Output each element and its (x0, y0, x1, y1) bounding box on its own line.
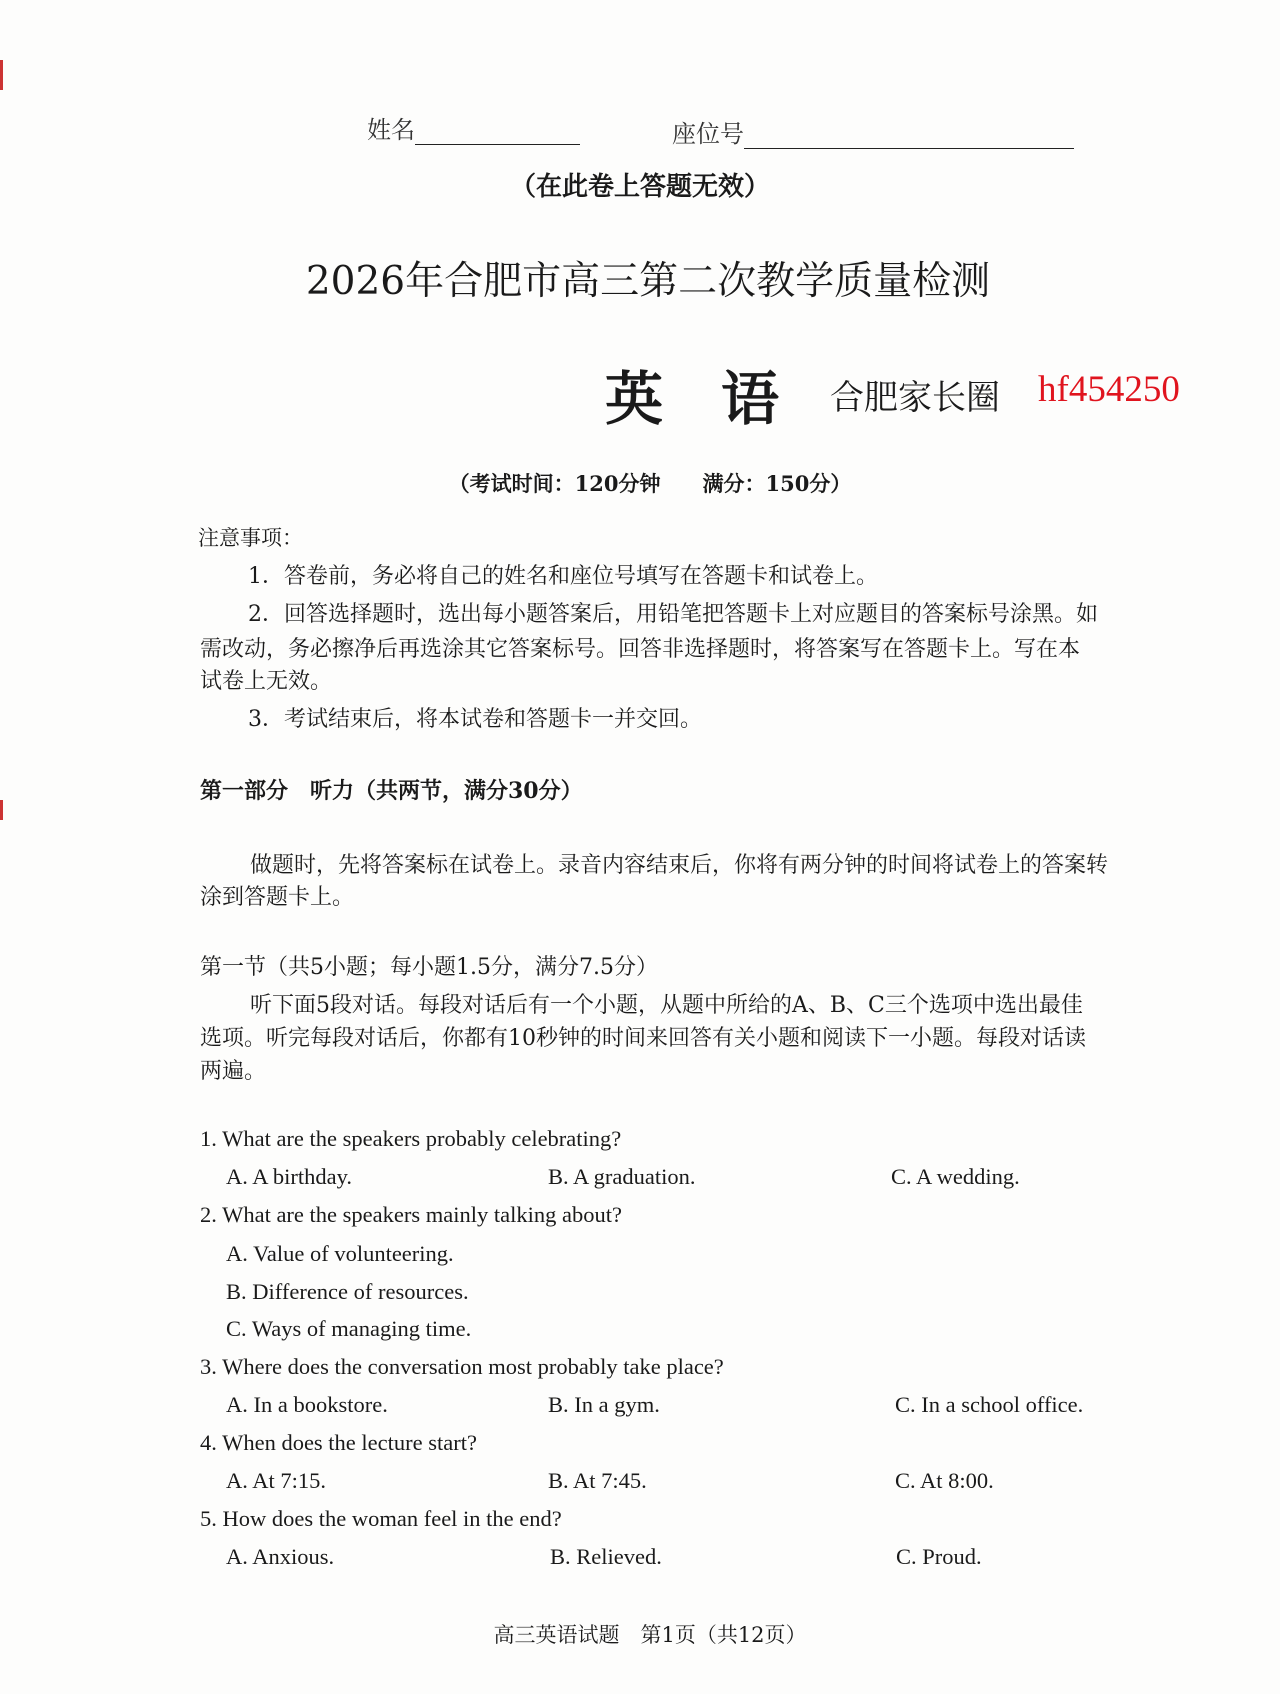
notice-item: 1．答卷前，务必将自己的姓名和座位号填写在答题卡和试卷上。 (248, 564, 878, 589)
q5-option-b: B. Relieved. (550, 1544, 662, 1569)
scan-edge-mark (0, 800, 3, 820)
seat-blank (744, 126, 1074, 149)
section1-instruction: 听下面5段对话。每段对话后有一个小题，从题中所给的A、B、C三个选项中选出最佳 (250, 993, 1083, 1018)
watermark-text: 合肥家长圈 (830, 378, 1000, 418)
q1-option-a: A. A birthday. (226, 1164, 353, 1189)
exam-title: 2026年合肥市高三第二次教学质量检测 (305, 259, 991, 304)
section1-instruction: 选项。听完每段对话后，你都有10秒钟的时间来回答有关小题和阅读下一小题。每段对话读 (200, 1026, 1086, 1051)
notice-title: 注意事项： (198, 526, 303, 550)
q4-option-b: B. At 7:45. (548, 1468, 647, 1493)
q2-option-a: A. Value of volunteering. (226, 1241, 454, 1266)
section1-title: 第一节（共5小题；每小题1.5分，满分7.5分） (200, 955, 658, 980)
scan-edge-mark (0, 60, 3, 90)
name-field (367, 110, 580, 145)
q2-option-c: C. Ways of managing time. (226, 1316, 472, 1341)
notice-item: 试卷上无效。 (200, 669, 333, 694)
seat-field (672, 114, 1074, 149)
question-1: 1. What are the speakers probably celebrating? (200, 1126, 622, 1151)
question-3: 3. Where does the conversation most probably take place? (200, 1354, 724, 1379)
q5-option-a: A. Anxious. (226, 1544, 335, 1569)
part1-title: 第一部分 听力（共两节，满分30分） (200, 778, 583, 804)
subject-title: 英 语 (605, 365, 780, 433)
section1-instruction: 两遍。 (200, 1059, 267, 1084)
notice-item: 2．回答选择题时，选出每小题答案后，用铅笔把答题卡上对应题目的答案标号涂黑。如 (248, 602, 1098, 627)
q3-option-b: B. In a gym. (548, 1392, 660, 1417)
part1-instruction: 涂到答题卡上。 (200, 885, 355, 910)
q3-option-c: C. In a school office. (895, 1392, 1084, 1417)
seat-label: 座位号 (672, 120, 744, 148)
invalid-notice: （在此卷上答题无效） (509, 172, 770, 202)
page-footer: 高三英语试题 第1页（共12页） (493, 1623, 807, 1647)
q4-option-c: C. At 8:00. (895, 1468, 994, 1493)
q3-option-a: A. In a bookstore. (226, 1392, 388, 1417)
watermark-code: hf454250 (1038, 369, 1180, 410)
q5-option-c: C. Proud. (896, 1544, 982, 1569)
q4-option-a: A. At 7:15. (226, 1468, 327, 1493)
question-4: 4. When does the lecture start? (200, 1430, 477, 1455)
q2-option-b: B. Difference of resources. (226, 1279, 469, 1304)
notice-item: 3．考试结束后，将本试卷和答题卡一并交回。 (248, 707, 702, 732)
question-5: 5. How does the woman feel in the end? (200, 1506, 562, 1531)
question-2: 2. What are the speakers mainly talking about? (200, 1202, 622, 1227)
exam-info: （考试时间：120分钟 满分：150分） (448, 471, 852, 496)
q1-option-b: B. A graduation. (548, 1164, 696, 1189)
name-blank (415, 122, 580, 145)
q1-option-c: C. A wedding. (891, 1164, 1020, 1189)
name-label: 姓名 (367, 116, 415, 144)
notice-item: 需改动，务必擦净后再选涂其它答案标号。回答非选择题时，将答案写在答题卡上。写在本 (200, 637, 1081, 662)
part1-instruction: 做题时，先将答案标在试卷上。录音内容结束后，你将有两分钟的时间将试卷上的答案转 (250, 853, 1109, 878)
